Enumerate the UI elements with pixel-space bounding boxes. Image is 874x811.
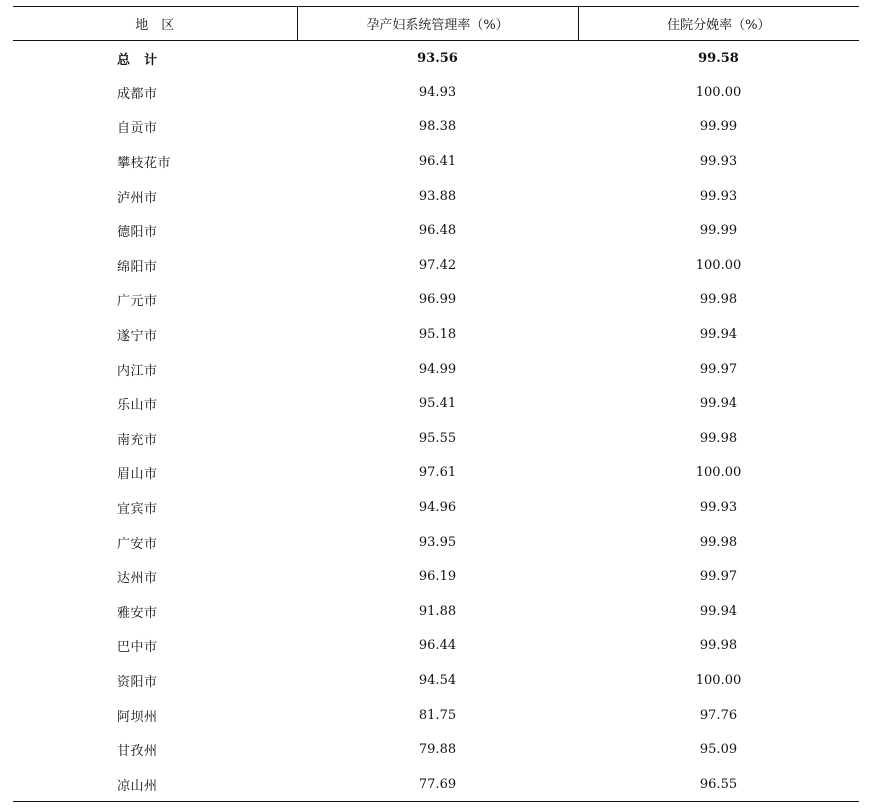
cell-prenatal-management-rate: 79.88 [418, 742, 457, 758]
cell-prenatal-management-rate: 91.88 [418, 603, 457, 619]
cell-prenatal-management-rate: 93.95 [418, 534, 457, 550]
table-row [13, 179, 859, 214]
table-row [13, 317, 859, 352]
maternal-health-table [13, 6, 859, 802]
cell-hospital-delivery-rate: 97.76 [699, 707, 738, 723]
cell-region: 总 计 [117, 52, 158, 68]
table-row [13, 75, 859, 110]
table-row [13, 663, 859, 698]
cell-hospital-delivery-rate: 100.00 [695, 672, 742, 688]
cell-prenatal-management-rate: 77.69 [297, 767, 578, 802]
table-body [13, 41, 859, 802]
cell-region: 宜宾市 [117, 502, 158, 518]
cell-prenatal-management-rate: 95.18 [418, 327, 457, 343]
table-row [13, 594, 859, 629]
cell-hospital-delivery-rate: 99.93 [699, 154, 738, 170]
table-row [13, 213, 859, 248]
cell-prenatal-management-rate: 94.54 [418, 672, 457, 688]
cell-region: 绵阳市 [117, 259, 158, 275]
cell-region: 阿坝州 [117, 709, 158, 725]
table-row [13, 283, 859, 318]
cell-hospital-delivery-rate: 99.98 [699, 638, 738, 654]
cell-prenatal-management-rate: 97.42 [418, 257, 457, 273]
cell-prenatal-management-rate: 96.48 [418, 223, 457, 239]
table-row [13, 386, 859, 421]
cell-region: 南充市 [117, 432, 158, 448]
cell-prenatal-management-rate: 96.19 [418, 569, 457, 585]
cell-prenatal-management-rate: 98.38 [418, 119, 457, 135]
cell-hospital-delivery-rate: 99.58 [698, 50, 739, 66]
table-row [13, 698, 859, 733]
cell-region: 成都市 [117, 86, 158, 102]
cell-region: 内江市 [117, 363, 158, 379]
cell-prenatal-management-rate: 93.88 [418, 188, 457, 204]
cell-prenatal-management-rate: 95.41 [418, 396, 457, 412]
cell-prenatal-management-rate: 96.99 [418, 292, 457, 308]
column-header-prenatal-management-rate: 孕产妇系统管理率（%） [297, 7, 578, 41]
cell-prenatal-management-rate: 81.75 [418, 707, 457, 723]
table-row [13, 629, 859, 664]
table-row [13, 525, 859, 560]
table-header-row [13, 7, 859, 41]
cell-hospital-delivery-rate: 100.00 [695, 465, 742, 481]
cell-region: 达州市 [117, 571, 158, 587]
cell-hospital-delivery-rate: 99.99 [699, 223, 738, 239]
cell-hospital-delivery-rate: 99.98 [699, 430, 738, 446]
cell-region: 自贡市 [117, 121, 158, 137]
table-row [13, 110, 859, 145]
cell-hospital-delivery-rate: 100.00 [695, 84, 742, 100]
cell-hospital-delivery-rate: 99.97 [699, 361, 738, 377]
cell-hospital-delivery-rate: 96.55 [578, 767, 859, 802]
cell-hospital-delivery-rate: 99.93 [699, 500, 738, 516]
table-row [13, 248, 859, 283]
cell-prenatal-management-rate: 93.56 [417, 50, 458, 66]
cell-region: 资阳市 [117, 674, 158, 690]
cell-hospital-delivery-rate: 100.00 [695, 257, 742, 273]
cell-hospital-delivery-rate: 99.98 [699, 292, 738, 308]
table-row [13, 490, 859, 525]
table-row [13, 767, 859, 802]
cell-region: 广元市 [117, 294, 158, 310]
cell-prenatal-management-rate: 96.44 [418, 638, 457, 654]
cell-prenatal-management-rate: 94.96 [418, 500, 457, 516]
cell-prenatal-management-rate: 94.93 [418, 84, 457, 100]
table-row [13, 732, 859, 767]
cell-region: 雅安市 [117, 605, 158, 621]
table-row [13, 559, 859, 594]
cell-region: 凉山州 [13, 767, 297, 802]
cell-prenatal-management-rate: 97.61 [418, 465, 457, 481]
cell-prenatal-management-rate: 96.41 [418, 154, 457, 170]
table-row [13, 456, 859, 491]
cell-hospital-delivery-rate: 99.98 [699, 534, 738, 550]
table-row [13, 421, 859, 456]
cell-hospital-delivery-rate: 95.09 [699, 742, 738, 758]
table-row-total [13, 41, 859, 76]
cell-region: 遂宁市 [117, 329, 158, 345]
cell-prenatal-management-rate: 94.99 [418, 361, 457, 377]
cell-hospital-delivery-rate: 99.93 [699, 188, 738, 204]
column-header-hospital-delivery-rate: 住院分娩率（%） [578, 7, 859, 41]
cell-region: 甘孜州 [117, 744, 158, 760]
cell-hospital-delivery-rate: 99.94 [699, 603, 738, 619]
cell-region: 乐山市 [117, 398, 158, 414]
data-table-container [13, 6, 859, 802]
cell-hospital-delivery-rate: 99.99 [699, 119, 738, 135]
cell-region: 眉山市 [117, 467, 158, 483]
cell-hospital-delivery-rate: 99.94 [699, 396, 738, 412]
cell-region: 德阳市 [117, 225, 158, 241]
table-row [13, 144, 859, 179]
cell-region: 攀枝花市 [117, 156, 172, 172]
column-header-region: 地 区 [13, 7, 297, 41]
cell-region: 巴中市 [117, 640, 158, 656]
table-row [13, 352, 859, 387]
cell-hospital-delivery-rate: 99.94 [699, 327, 738, 343]
cell-region: 广安市 [117, 536, 158, 552]
cell-hospital-delivery-rate: 99.97 [699, 569, 738, 585]
cell-region: 泸州市 [117, 190, 158, 206]
cell-prenatal-management-rate: 95.55 [418, 430, 457, 446]
